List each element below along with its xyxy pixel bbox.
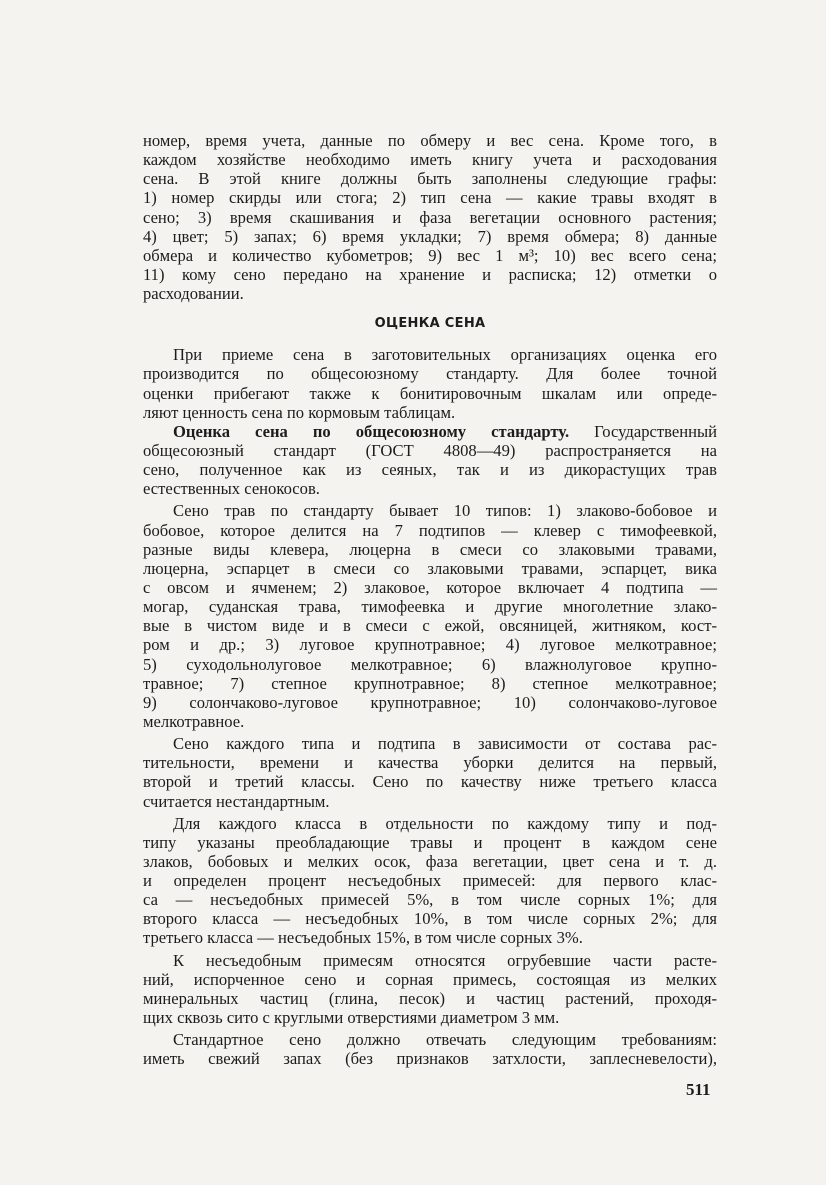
paragraph-5 bbox=[143, 734, 717, 811]
paragraph-1 bbox=[143, 131, 717, 303]
page-number: 511 bbox=[686, 1080, 711, 1099]
text-line: с овсом и ячменем; 2) злаковое, которое включает 4 подтипа — bbox=[143, 577, 717, 597]
text-line: 11) кому сено передано на хранение и расписка; 12) отметки о bbox=[143, 264, 717, 284]
text-line: могар, суданская трава, тимофеевка и другие многолетние злако- bbox=[143, 597, 717, 617]
text-line: считается нестандартным. bbox=[143, 791, 330, 811]
text-line bbox=[143, 422, 717, 441]
text-line: При приеме сена в заготовительных организациях оценка его bbox=[173, 345, 717, 365]
paragraph-6 bbox=[143, 814, 717, 948]
text-line: сена. В этой книге должны быть заполнены следующие графы: bbox=[143, 169, 717, 189]
text-line: второго класса — несъедобных 10%, в том числе сорных 2%; для bbox=[143, 909, 717, 929]
text-line: общесоюзный стандарт (ГОСТ 4808—49) распространяется на bbox=[143, 440, 717, 460]
text-line: злаков, бобовых и мелких осок, фаза вегетации, цвет сена и т. д. bbox=[143, 851, 717, 871]
paragraph-4 bbox=[143, 501, 717, 731]
paragraph-8 bbox=[143, 1030, 717, 1068]
text-line: обмера и количество кубометров; 9) вес 1 м³; 10) вес всего сена; bbox=[143, 245, 717, 265]
text-line: оценки прибегают также к бонитировочным шкалам или опреде- bbox=[143, 383, 717, 403]
text-line: сено; 3) время скашивания и фаза вегетации основного растения; bbox=[143, 207, 717, 227]
text-fragment: Государственный bbox=[569, 421, 717, 441]
paragraph-3 bbox=[143, 422, 717, 499]
text-line: иметь свежий запах (без признаков затхлости, заплесневелости), bbox=[143, 1049, 717, 1069]
text-line: типу указаны преобладающие травы и процент в каждом сене bbox=[143, 832, 717, 852]
text-line: люцерна, эспарцет в смеси со злаковыми травами, эспарцет, вика bbox=[143, 558, 717, 578]
text-line: бобовое, которое делится на 7 подтипов — клевер с тимофеевкой, bbox=[143, 520, 717, 540]
text-line: Для каждого класса в отдельности по каждому типу и под- bbox=[173, 813, 717, 833]
text-line: ний, испорченное сено и сорная примесь, состоящая из мелких bbox=[143, 969, 717, 989]
text-line: минеральных частиц (глина, песок) и частиц растений, проходя- bbox=[143, 988, 717, 1008]
text-line: Сено трав по стандарту бывает 10 типов: 1) злаково-бобовое и bbox=[173, 501, 717, 521]
text-line: К несъедобным примесям относятся огрубевшие части расте- bbox=[173, 950, 717, 970]
text-line: Стандартное сено должно отвечать следующим требованиям: bbox=[173, 1030, 717, 1050]
text-line: каждом хозяйстве необходимо иметь книгу учета и расходования bbox=[143, 150, 717, 170]
text-line: мелкотравное. bbox=[143, 711, 245, 731]
text-line: травное; 7) степное крупнотравное; 8) степное мелкотравное; bbox=[143, 673, 717, 693]
paragraph-7 bbox=[143, 951, 717, 1028]
text-line: Сено каждого типа и подтипа в зависимости от состава рас- bbox=[173, 734, 717, 754]
text-line: естественных сенокосов. bbox=[143, 479, 320, 499]
text-line: ляют ценность сена по кормовым таблицам. bbox=[143, 402, 456, 422]
section-heading: ОЦЕНКА СЕНА bbox=[374, 316, 486, 332]
text-line: 1) номер скирды или стога; 2) тип сена — какие травы входят в bbox=[143, 188, 717, 208]
text-line: са — несъедобных примесей 5%, в том числе сорных 1%; для bbox=[143, 890, 717, 910]
text-line: 4) цвет; 5) запах; 6) время укладки; 7) время обмера; 8) данные bbox=[143, 226, 717, 246]
text-line: вые в чистом виде и в смеси с ежой, овсяницей, житняком, кост- bbox=[143, 616, 717, 636]
paragraph-2 bbox=[143, 345, 717, 422]
page-text bbox=[143, 131, 717, 1068]
text-line: 9) солончаково-луговое крупнотравное; 10) солончаково-луговое bbox=[143, 692, 717, 712]
text-line: производится по общесоюзному стандарту. Для более точной bbox=[143, 364, 717, 384]
text-line: и определен процент несъедобных примесей: для первого клас- bbox=[143, 871, 717, 891]
text-line: 5) суходольнолуговое мелкотравное; 6) влажнолуговое крупно- bbox=[143, 654, 717, 674]
text-line: щих сквозь сито с круглыми отверстиями диаметром 3 мм. bbox=[143, 1008, 560, 1028]
text-line: третьего класса — несъедобных 15%, в том числе сорных 3%. bbox=[143, 928, 583, 948]
text-line: ром и др.; 3) луговое крупнотравное; 4) луговое мелкотравное; bbox=[143, 635, 717, 655]
text-line: сено, полученное как из сеяных, так и из дикорастущих трав bbox=[143, 460, 717, 480]
text-line: второй и третий классы. Сено по качеству ниже третьего класса bbox=[143, 772, 717, 792]
text-line: номер, время учета, данные по обмеру и вес сена. Кроме того, в bbox=[143, 131, 717, 150]
text-line: расходовании. bbox=[143, 284, 244, 304]
text-line: тительности, времени и качества уборки делится на первый, bbox=[143, 753, 717, 773]
paragraph-lead: Оценка сена по общесоюзному стандарту. bbox=[173, 421, 570, 441]
text-line: разные виды клевера, люцерна в смеси со злаковыми травами, bbox=[143, 539, 717, 559]
